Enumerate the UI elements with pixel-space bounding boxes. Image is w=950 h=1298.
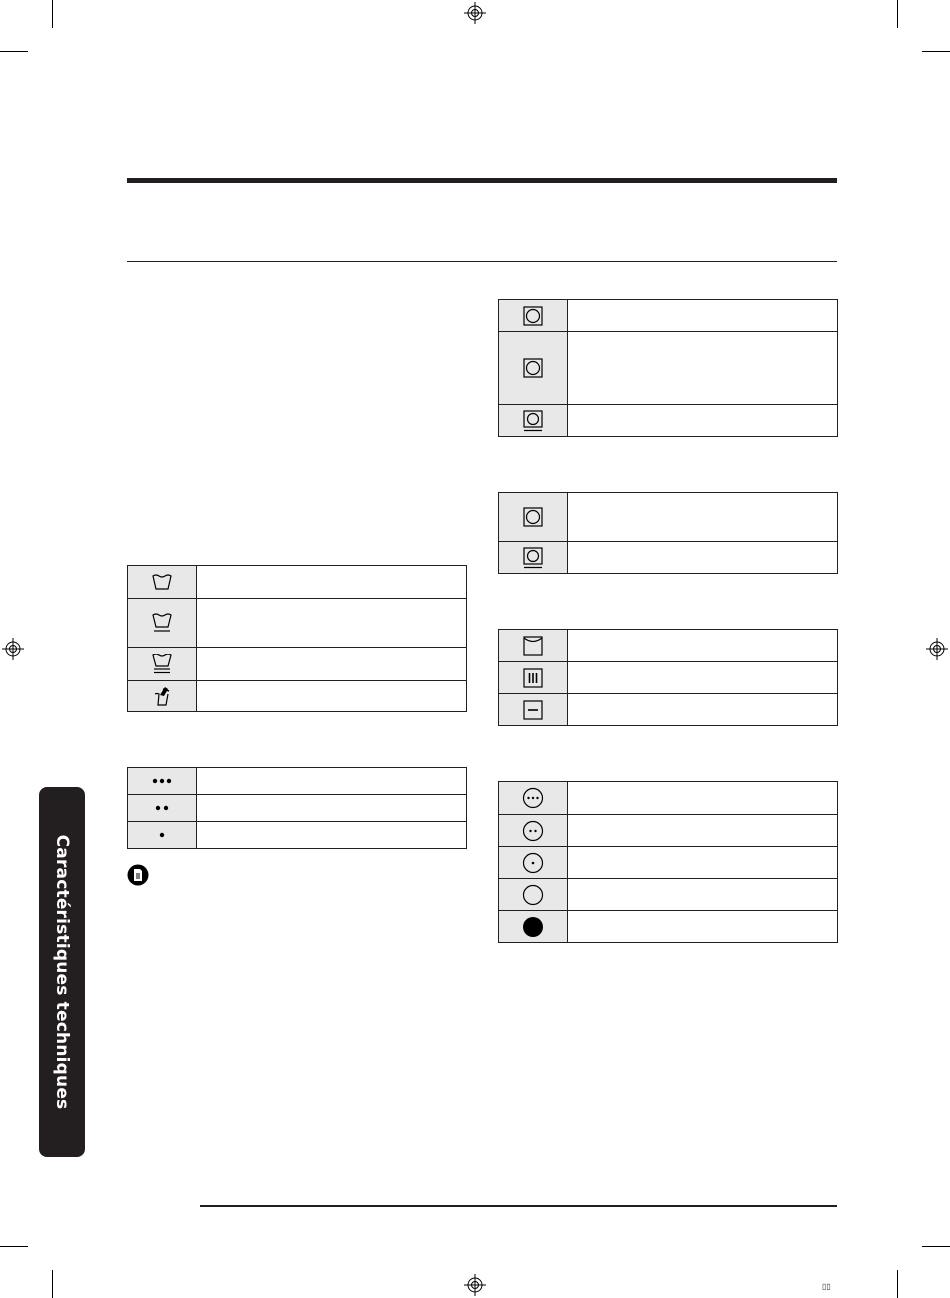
drycleaning-symbols-table-2 <box>498 492 838 574</box>
table-row <box>499 405 838 437</box>
icon-cell <box>128 681 197 712</box>
icon-cell <box>128 795 197 822</box>
row-text <box>197 599 467 648</box>
registration-mark-icon <box>2 638 24 660</box>
iron-one-dot-icon <box>158 831 166 839</box>
dryclean-circle-icon <box>523 306 543 326</box>
hand-wash-icon <box>151 685 173 707</box>
icon-cell <box>499 879 568 911</box>
row-text <box>568 662 838 694</box>
table-row <box>499 911 838 943</box>
row-text <box>197 681 467 712</box>
icon-cell <box>128 648 197 681</box>
icon-cell <box>499 332 568 405</box>
crop-mark <box>897 0 898 28</box>
ironing-symbols-table <box>127 767 467 849</box>
row-text <box>568 630 838 662</box>
icon-cell <box>499 300 568 332</box>
note-icon <box>127 864 149 886</box>
row-text <box>568 879 838 911</box>
table-row <box>499 332 838 405</box>
table-row <box>499 782 838 815</box>
icon-cell <box>499 630 568 662</box>
drying-symbols-table <box>498 629 838 726</box>
crop-mark <box>52 0 53 28</box>
iron-three-dots-icon <box>151 777 173 785</box>
row-text <box>197 648 467 681</box>
crop-mark <box>922 1246 950 1247</box>
row-text <box>197 768 467 795</box>
tumble-dry-no-heat-icon <box>522 916 544 938</box>
row-text <box>197 822 467 849</box>
row-text <box>568 332 838 405</box>
icon-cell <box>499 694 568 726</box>
row-text <box>568 782 838 815</box>
washtub-underline-icon <box>151 613 173 633</box>
washtub-double-underline-icon <box>151 654 173 674</box>
line-dry-icon <box>523 636 543 656</box>
tumble-dry-normal-icon <box>522 884 544 906</box>
table-row <box>128 795 467 822</box>
table-row <box>499 815 838 847</box>
table-row <box>128 822 467 849</box>
page-number: ▯▯ <box>822 1282 831 1291</box>
row-text <box>568 847 838 879</box>
table-row <box>128 768 467 795</box>
table-row <box>499 662 838 694</box>
table-row <box>499 542 838 574</box>
tumble-dry-medium-icon <box>522 820 544 842</box>
table-row <box>128 599 467 648</box>
dryclean-circle-icon <box>523 507 543 527</box>
row-text <box>568 493 838 542</box>
drip-dry-icon <box>523 668 543 688</box>
tumble-dry-high-icon <box>522 787 544 809</box>
crop-mark <box>0 51 28 52</box>
crop-mark <box>52 1270 53 1298</box>
iron-two-dots-icon <box>154 804 170 812</box>
washing-symbols-table <box>127 565 467 712</box>
table-row <box>499 694 838 726</box>
row-text <box>197 566 467 599</box>
table-row <box>499 847 838 879</box>
table-row <box>499 879 838 911</box>
icon-cell <box>128 566 197 599</box>
row-text <box>568 815 838 847</box>
icon-cell <box>128 768 197 795</box>
dryclean-circle-underline-icon <box>523 410 543 432</box>
icon-cell <box>499 782 568 815</box>
icon-cell <box>499 847 568 879</box>
crop-mark <box>922 51 950 52</box>
registration-mark-icon <box>926 638 948 660</box>
section-rule <box>127 261 837 262</box>
icon-cell <box>499 542 568 574</box>
table-row <box>128 681 467 712</box>
icon-cell <box>499 911 568 943</box>
crop-mark <box>897 1270 898 1298</box>
row-text <box>197 795 467 822</box>
table-row <box>128 566 467 599</box>
icon-cell <box>499 662 568 694</box>
icon-cell <box>499 493 568 542</box>
icon-cell <box>499 405 568 437</box>
section-tab <box>39 787 85 1157</box>
tumble-dry-symbols-table <box>498 781 838 943</box>
section-tab-label: Caractéristiques techniques <box>52 834 72 1110</box>
washtub-icon <box>151 573 173 591</box>
row-text <box>568 911 838 943</box>
row-text <box>568 405 838 437</box>
table-row <box>499 493 838 542</box>
row-text <box>568 300 838 332</box>
icon-cell <box>499 815 568 847</box>
drycleaning-symbols-table <box>498 299 838 437</box>
registration-mark-icon <box>464 2 486 24</box>
footer-rule <box>200 1205 837 1207</box>
table-row <box>499 630 838 662</box>
dryclean-circle-underline-icon <box>523 547 543 569</box>
table-row <box>499 300 838 332</box>
crop-mark <box>0 1246 28 1247</box>
icon-cell <box>128 822 197 849</box>
icon-cell <box>128 599 197 648</box>
table-row <box>128 648 467 681</box>
row-text <box>568 694 838 726</box>
dryclean-circle-icon <box>523 358 543 378</box>
tumble-dry-low-icon <box>522 852 544 874</box>
dry-flat-icon <box>523 700 543 720</box>
registration-mark-icon <box>464 1274 486 1296</box>
row-text <box>568 542 838 574</box>
header-rule <box>127 178 837 183</box>
